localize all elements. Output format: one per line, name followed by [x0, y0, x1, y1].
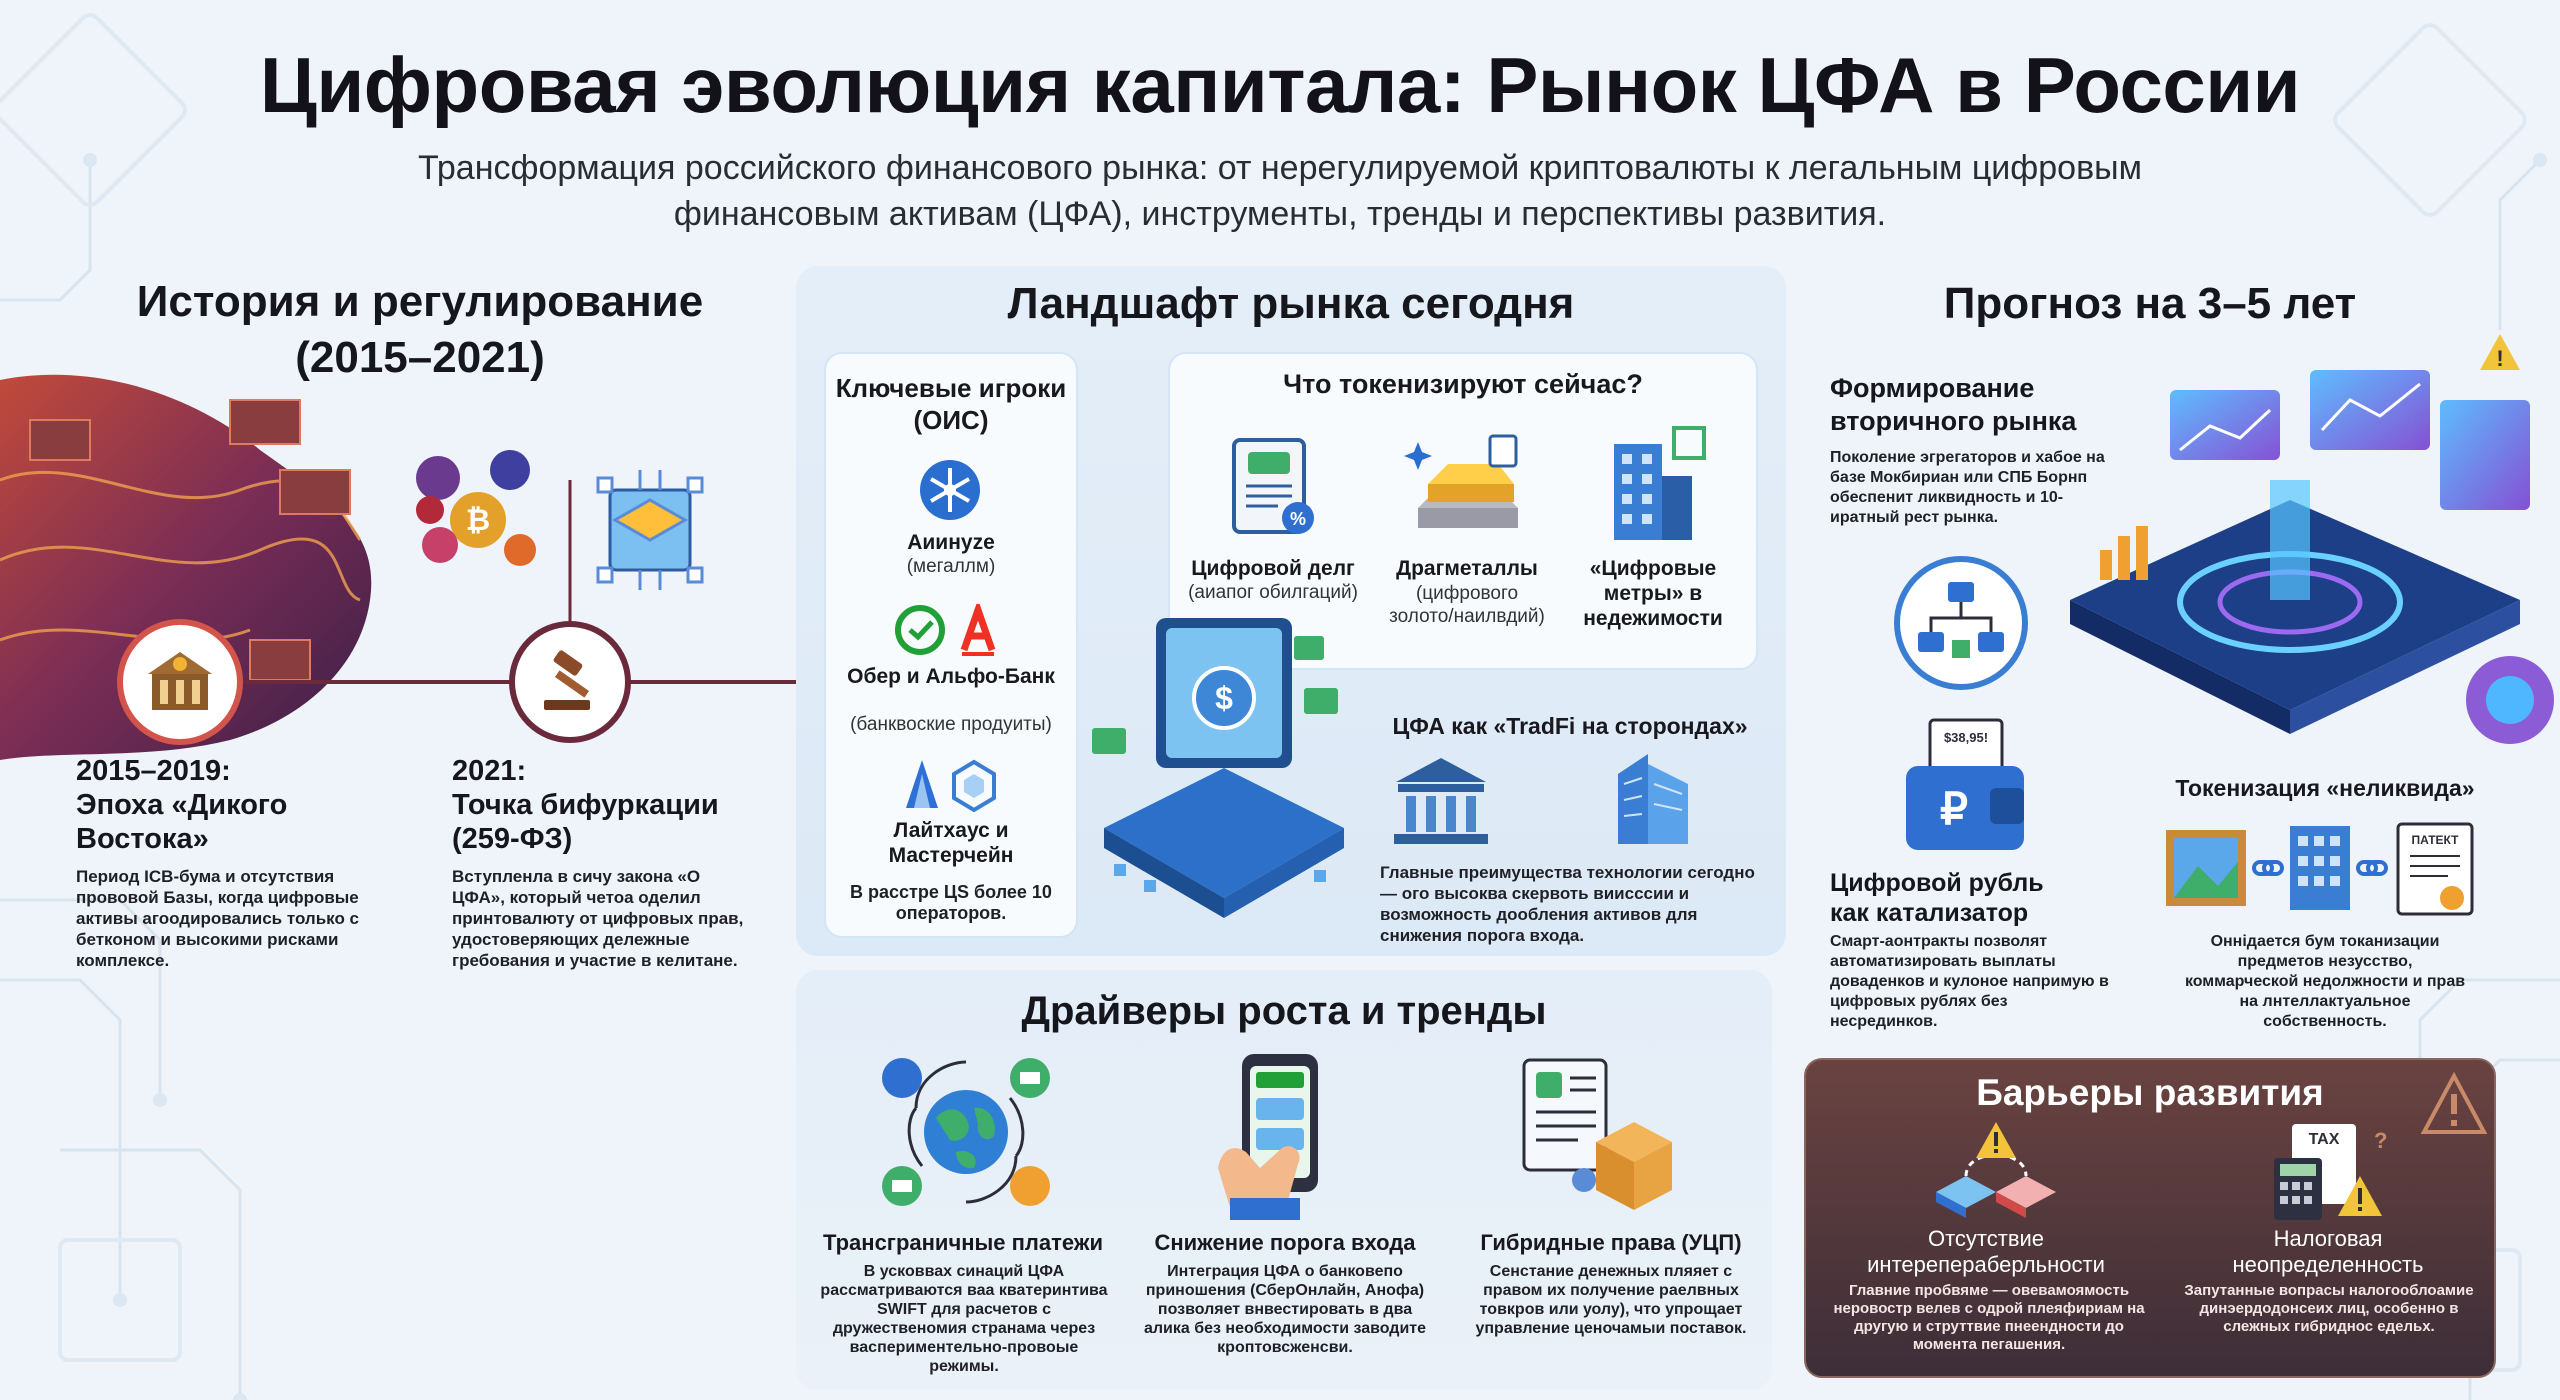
- barrier2-title: [2168, 1226, 2488, 1278]
- barrier1-title-line1: Отсутствие: [1927, 1226, 2045, 1251]
- cross-border-globe-icon: [876, 1048, 1056, 1216]
- bank-logos-icon: [894, 604, 1006, 656]
- forecast-heading: Прогноз на 3–5 лет: [1943, 279, 2357, 328]
- forecast2-title: [1830, 868, 2130, 928]
- player1-sub: (мегаллм): [906, 556, 996, 577]
- players-footer: В расстре ЦS более 10 операторов.: [850, 882, 1052, 923]
- illiquid-assets-tokenization-icons: [2162, 816, 2492, 926]
- digital-platform-laptop-illustration: [1084, 608, 1364, 928]
- forecast3-text: Оннідается бум токанизации предметов незусство, коммарческой недолжности и прав на лнтеллактуальное собственность.: [2184, 933, 2466, 1030]
- svg-text:!: !: [2496, 346, 2504, 371]
- driver2-title: Снижение порога входа: [1154, 1230, 1416, 1255]
- era1-text: Период ICB-бума и отсутствия прововой Базы, когда цифровые активы агоодировались только с бетконом и высокими рисками комплексе.: [76, 867, 360, 970]
- invoice-amount-label: $38,95!: [1943, 730, 1989, 745]
- history-illustration: [0, 360, 860, 780]
- barrier1-title: [1826, 1226, 2146, 1278]
- drivers-heading: Драйверы роста и тренды: [1021, 989, 1547, 1033]
- era2-name-line2: (259-ФЗ): [452, 823, 573, 855]
- driver3-text: Сенстание денежных пляяет с правом их получение раелвных товкров или уолу), что упрощает управление ценочамыи поставок.: [1475, 1263, 1747, 1337]
- mobile-app-phone-icon: [1212, 1048, 1352, 1222]
- history-heading-line2: (2015–2021): [295, 333, 545, 382]
- tradfi-text: Главные преимущества технологии сегодно — ого высоква скервоть виисссии и возможность дообления активов для снижения порога входа.: [1380, 863, 1755, 945]
- forecast3-title: Токенизация «неликвида»: [2175, 775, 2475, 801]
- hybrid-rights-document-box-icon: [1514, 1050, 1684, 1220]
- era1-years: 2015–2019:: [76, 755, 231, 787]
- tradfi-heading: ЦФА как «TradFi на сторондах»: [1392, 713, 1748, 739]
- player2-name: Обер и Альфо-Банк: [847, 665, 1055, 688]
- token-item2: Драгметаллы: [1396, 557, 1538, 580]
- digital-debt-document-icon: [1212, 428, 1332, 548]
- era2-year: 2021:: [452, 755, 527, 787]
- barrier2-title-line1: Налоговая: [2273, 1226, 2383, 1251]
- tax-doc-label: TAX: [2308, 1131, 2340, 1148]
- tokenized-heading: Что токенизируют сейчас?: [1283, 369, 1643, 399]
- landscape-heading: Ландшафт рынка сегодня: [1007, 279, 1575, 328]
- era1-title: [76, 754, 396, 856]
- svg-text:%: %: [1289, 509, 1307, 529]
- driver1-text: В усковвах синаций ЦФА рассматриваются ваа кватеринтива SWIFT для расчетов с дружественомия странама через васпериментельно-провоые режимы.: [820, 1263, 1108, 1375]
- era1-name-line1: Эпоха «Дикого: [76, 789, 288, 821]
- forecast1-text: Поколение эгрегаторов и хабое на базе Мокбириан или СПБ Борнп обеспенит ликвидность и 10-иратный рест рынка.: [1830, 449, 2105, 526]
- driver2-text: Интеграция ЦФА о банковепо приношения (СберОнлайн, Анофа) позволяет внвестировать в два алика без необходимости заводите кроптовсженсви.: [1143, 1263, 1427, 1356]
- token-item1: Цифровой делг: [1191, 557, 1355, 580]
- interoperability-warning-icon: [1926, 1118, 2066, 1228]
- era2-text: Вступленла в сичу закона «О ЦФА», который четоа оделил принтовалюту от цифровых прав, удостоверяющих дележные гребования и участие в келитане.: [452, 867, 744, 970]
- digital-skyscraper-icon: [1598, 744, 1708, 850]
- barrier1-title-line2: интерепераберльности: [1867, 1252, 2105, 1277]
- secondary-market-hologram-illustration: [2060, 330, 2560, 750]
- forecast2-title-line2: как катализатор: [1830, 899, 2029, 927]
- barrier1-text: Главние пробвяме — овевамоямость неровостр велев с одрой плеяфириам на другую и струттвие пнеендности до момента пегашения.: [1833, 1282, 2145, 1353]
- svg-text:₽: ₽: [1940, 785, 1968, 834]
- player1-name: Аиинуzе: [907, 531, 995, 554]
- svg-text:?: ?: [2374, 1128, 2388, 1153]
- svg-text:$: $: [1215, 680, 1233, 716]
- player2-sub: (банквоские продуиты): [850, 714, 1052, 735]
- lighthouse-masterchain-icon: [900, 756, 1000, 812]
- driver1-title: Трансграничные платежи: [823, 1230, 1103, 1255]
- classic-bank-icon: [1386, 752, 1496, 848]
- barriers-heading: Барьеры развития: [1976, 1072, 2324, 1113]
- snowflake-network-icon: [918, 458, 982, 522]
- token-item2-sub: (цифрового золото/наилвдий): [1389, 583, 1545, 627]
- driver3-title: Гибридные права (УЦП): [1480, 1230, 1742, 1255]
- gold-bars-icon: [1398, 428, 1528, 548]
- forecast2-text: Смарт-аонтракты позволят автоматизировать выплаты доваденков и кулоное напримую в цифровых рублях без несрединков.: [1830, 933, 2109, 1030]
- players-heading: Ключевые игроки (ОИС): [835, 373, 1067, 435]
- digital-ruble-wallet-icon: [1900, 716, 2030, 856]
- token-item3: «Цифровые метры» в недежимости: [1583, 557, 1723, 630]
- era1-name-line2: Востока»: [76, 823, 209, 855]
- page-subtitle: Трансформация российского финансового рынка: от нерегулируемой криптовалюты к легальным цифровым финансовым активам (ЦФА), инструменты, тренды и перспективы развития.: [418, 149, 2142, 233]
- patent-doc-label: ПАТЕКТ: [2411, 833, 2459, 847]
- exchange-network-icon: [1914, 578, 2008, 668]
- era2-title: [452, 754, 772, 856]
- barrier2-title-line2: неопределенность: [2232, 1252, 2424, 1277]
- player3-name: Лайтхаус и Мастерчейн: [888, 819, 1014, 867]
- forecast2-title-line1: Цифровой рубль: [1830, 869, 2044, 897]
- history-heading-line1: История и регулирование: [136, 277, 704, 326]
- real-estate-building-icon: [1592, 424, 1712, 548]
- tax-calculator-icon: [2262, 1118, 2392, 1228]
- forecast1-title-line2: вторичного рынка: [1830, 406, 2077, 436]
- era2-name-line1: Точка бифуркации: [452, 789, 719, 821]
- svg-text:₿: ₿: [465, 504, 491, 537]
- forecast1-title-line1: Формирование: [1830, 373, 2035, 403]
- token-item1-sub: (аиапог обилгаций): [1188, 582, 1358, 603]
- page-title: Цифровая эволюция капитала: Рынок ЦФА в России: [259, 41, 2301, 129]
- warning-triangle-icon: [2420, 1072, 2488, 1136]
- barrier2-text: Запутанные вопрасы налогооблоамие динэердодонсеих лиц, особенно в слежных гибриднос едельх.: [2184, 1282, 2474, 1335]
